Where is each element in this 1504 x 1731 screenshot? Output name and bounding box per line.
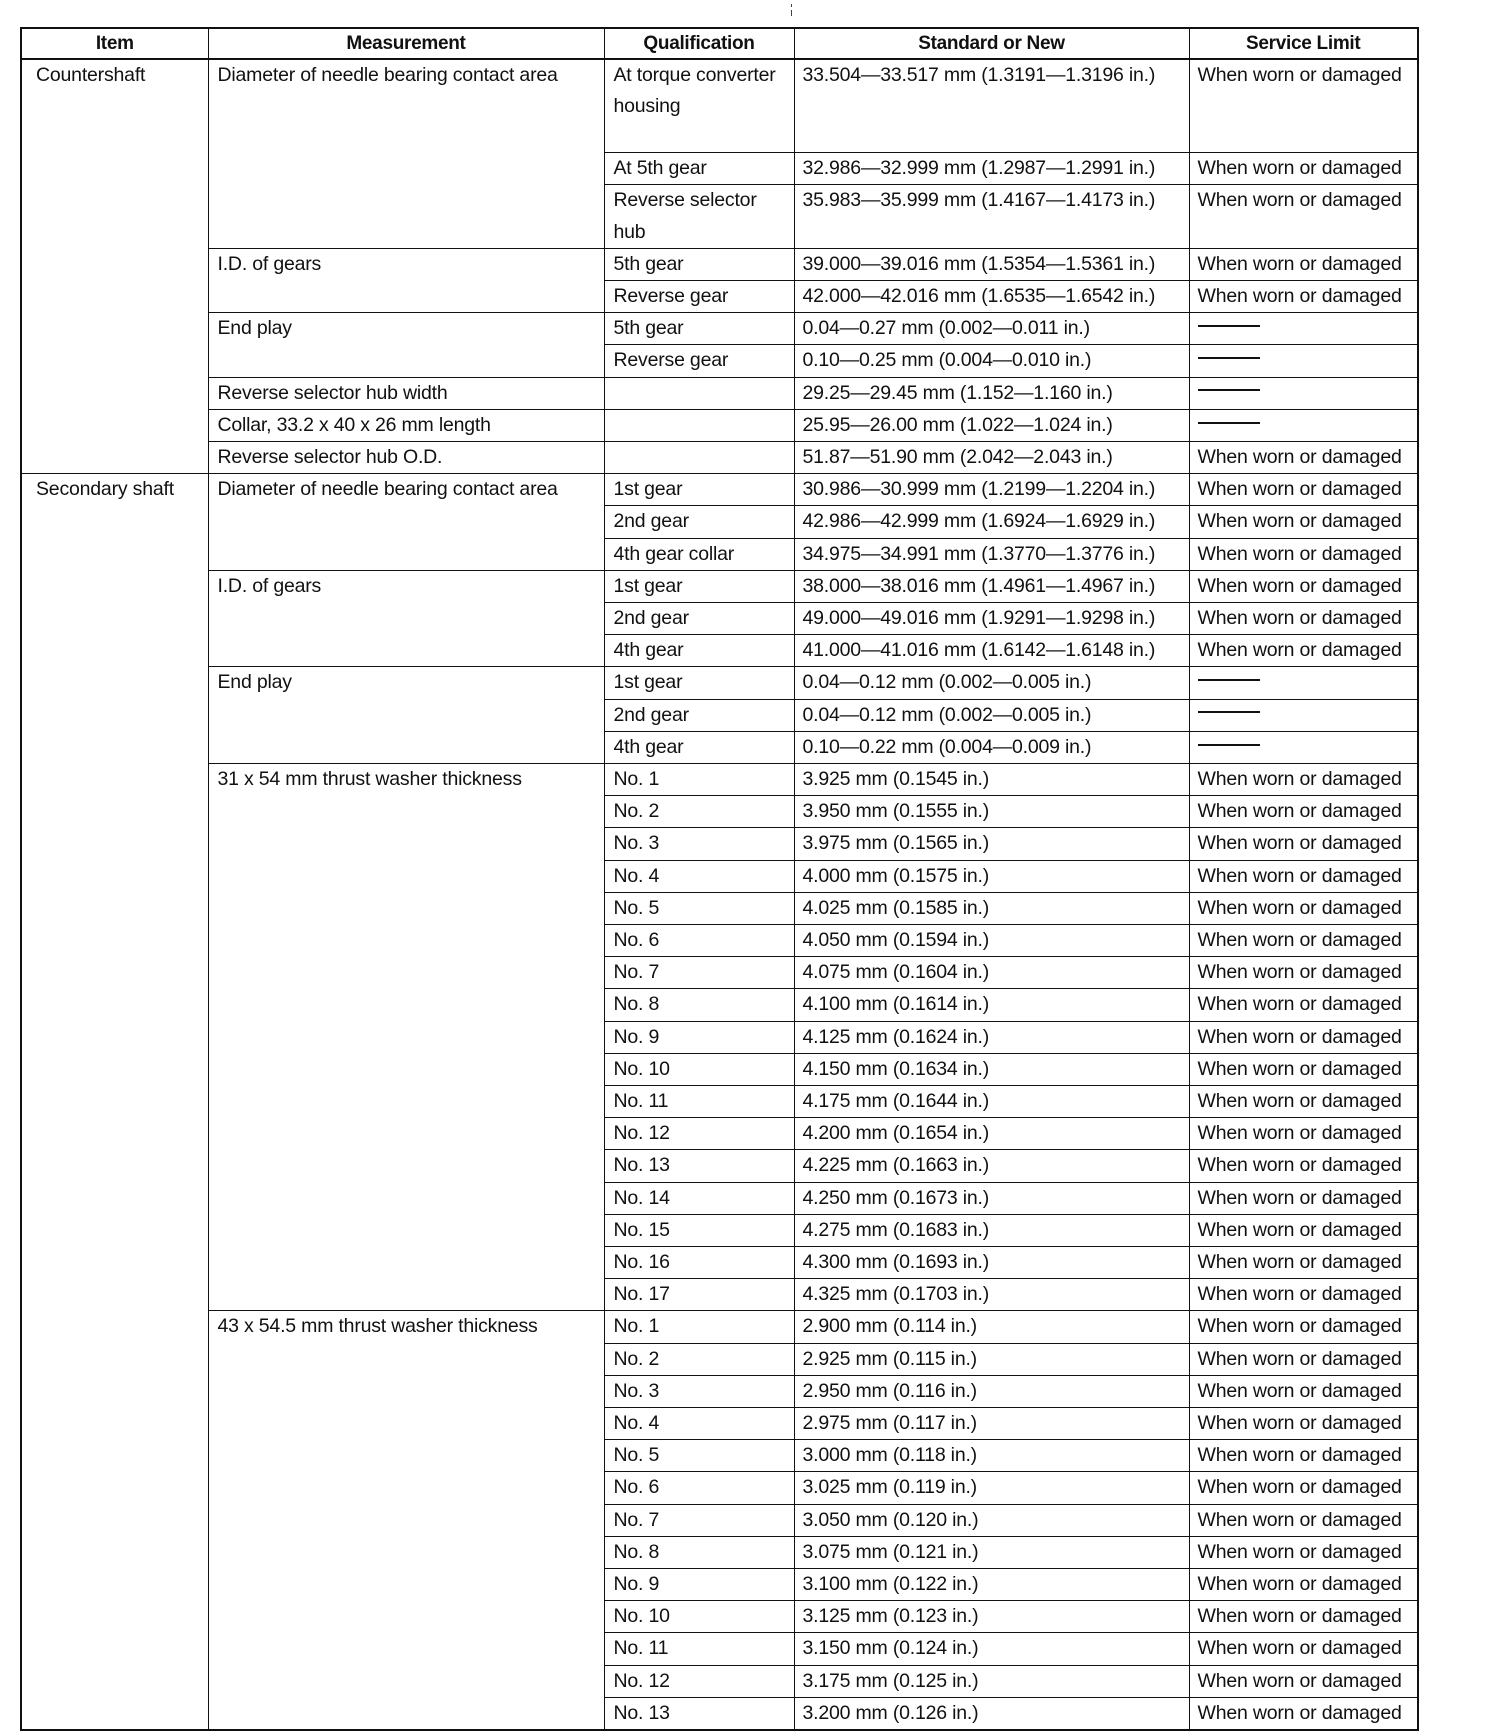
qualification-cell: No. 2 [604, 796, 794, 828]
measurement-cell: 31 x 54 mm thrust washer thickness [208, 763, 604, 1310]
service-limit-cell [1189, 409, 1418, 441]
table-row [21, 1311, 1418, 1343]
standard-value-cell: 3.175 mm (0.125 in.) [794, 1665, 1189, 1697]
service-limit-cell: When worn or damaged [1189, 1601, 1418, 1633]
standard-value-cell: 4.150 mm (0.1634 in.) [794, 1053, 1189, 1085]
standard-value-cell: 2.900 mm (0.114 in.) [794, 1311, 1189, 1343]
service-limit-cell: When worn or damaged [1189, 506, 1418, 538]
service-limit-cell: When worn or damaged [1189, 1536, 1418, 1568]
qualification-cell: No. 14 [604, 1182, 794, 1214]
not-applicable-dash [1198, 389, 1260, 391]
qualification-cell: Reverse gear [604, 345, 794, 377]
standard-value-cell: 2.925 mm (0.115 in.) [794, 1343, 1189, 1375]
standard-value-cell: 3.100 mm (0.122 in.) [794, 1569, 1189, 1601]
table-row [21, 763, 1418, 795]
qualification-cell: No. 6 [604, 1472, 794, 1504]
standard-value-cell: 51.87—51.90 mm (2.042—2.043 in.) [794, 441, 1189, 473]
service-limit-cell: When worn or damaged [1189, 1665, 1418, 1697]
service-limit-cell: When worn or damaged [1189, 1697, 1418, 1730]
service-limit-cell: When worn or damaged [1189, 185, 1418, 248]
standard-value-cell: 42.986—42.999 mm (1.6924—1.6929 in.) [794, 506, 1189, 538]
service-limit-cell: When worn or damaged [1189, 635, 1418, 667]
standard-value-cell: 2.950 mm (0.116 in.) [794, 1375, 1189, 1407]
service-limit-cell: When worn or damaged [1189, 1021, 1418, 1053]
scan-artifact-mark [791, 4, 793, 16]
standard-value-cell: 33.504—33.517 mm (1.3191—1.3196 in.) [794, 59, 1189, 153]
qualification-cell [604, 377, 794, 409]
service-limit-cell: When worn or damaged [1189, 570, 1418, 602]
qualification-cell: 4th gear [604, 635, 794, 667]
service-limit-cell: When worn or damaged [1189, 1343, 1418, 1375]
qualification-cell: No. 15 [604, 1214, 794, 1246]
service-limit-cell: When worn or damaged [1189, 538, 1418, 570]
measurement-cell: I.D. of gears [208, 570, 604, 667]
standard-value-cell: 4.075 mm (0.1604 in.) [794, 957, 1189, 989]
standard-value-cell: 0.04—0.12 mm (0.002—0.005 in.) [794, 667, 1189, 699]
service-limit-cell: When worn or damaged [1189, 602, 1418, 634]
qualification-cell: No. 1 [604, 1311, 794, 1343]
service-limit-cell [1189, 667, 1418, 699]
standard-value-cell: 0.10—0.25 mm (0.004—0.010 in.) [794, 345, 1189, 377]
standard-value-cell: 3.200 mm (0.126 in.) [794, 1697, 1189, 1730]
not-applicable-dash [1198, 679, 1260, 681]
qualification-cell: 5th gear [604, 313, 794, 345]
qualification-cell: 1st gear [604, 570, 794, 602]
standard-value-cell: 3.950 mm (0.1555 in.) [794, 796, 1189, 828]
qualification-cell: No. 10 [604, 1053, 794, 1085]
standard-value-cell: 42.000—42.016 mm (1.6535—1.6542 in.) [794, 280, 1189, 312]
service-limit-cell: When worn or damaged [1189, 59, 1418, 153]
standard-value-cell: 35.983—35.999 mm (1.4167—1.4173 in.) [794, 185, 1189, 248]
service-limit-cell: When worn or damaged [1189, 1085, 1418, 1117]
service-limit-cell: When worn or damaged [1189, 441, 1418, 473]
standard-value-cell: 3.075 mm (0.121 in.) [794, 1536, 1189, 1568]
qualification-cell: No. 10 [604, 1601, 794, 1633]
table-row [21, 441, 1418, 473]
qualification-cell: No. 12 [604, 1665, 794, 1697]
standard-value-cell: 4.025 mm (0.1585 in.) [794, 892, 1189, 924]
standard-value-cell: 4.000 mm (0.1575 in.) [794, 860, 1189, 892]
item-cell: Secondary shaft [21, 474, 208, 1730]
qualification-cell: No. 5 [604, 892, 794, 924]
service-limit-cell: When worn or damaged [1189, 153, 1418, 185]
table-row [21, 377, 1418, 409]
service-limit-cell: When worn or damaged [1189, 1247, 1418, 1279]
measurement-cell: 43 x 54.5 mm thrust washer thickness [208, 1311, 604, 1730]
header-standard: Standard or New [794, 28, 1189, 59]
standard-value-cell: 4.175 mm (0.1644 in.) [794, 1085, 1189, 1117]
service-limit-cell: When worn or damaged [1189, 1569, 1418, 1601]
standard-value-cell: 3.925 mm (0.1545 in.) [794, 763, 1189, 795]
qualification-cell: No. 4 [604, 1408, 794, 1440]
qualification-cell: 1st gear [604, 667, 794, 699]
service-limit-cell [1189, 313, 1418, 345]
item-cell: Countershaft [21, 59, 208, 474]
qualification-cell: No. 13 [604, 1150, 794, 1182]
standard-value-cell: 25.95—26.00 mm (1.022—1.024 in.) [794, 409, 1189, 441]
qualification-cell: No. 9 [604, 1569, 794, 1601]
standard-value-cell: 3.975 mm (0.1565 in.) [794, 828, 1189, 860]
qualification-cell [604, 409, 794, 441]
service-limit-cell: When worn or damaged [1189, 1150, 1418, 1182]
service-limit-cell: When worn or damaged [1189, 1053, 1418, 1085]
qualification-cell: 2nd gear [604, 506, 794, 538]
specifications-table [20, 27, 1419, 1731]
standard-value-cell: 0.04—0.27 mm (0.002—0.011 in.) [794, 313, 1189, 345]
qualification-cell: No. 8 [604, 989, 794, 1021]
qualification-cell: Reverse gear [604, 280, 794, 312]
qualification-cell: 4th gear [604, 731, 794, 763]
standard-value-cell: 38.000—38.016 mm (1.4961—1.4967 in.) [794, 570, 1189, 602]
table-row [21, 667, 1418, 699]
qualification-cell: At 5th gear [604, 153, 794, 185]
service-limit-cell [1189, 731, 1418, 763]
table-row [21, 59, 1418, 153]
service-limit-cell: When worn or damaged [1189, 248, 1418, 280]
service-limit-cell: When worn or damaged [1189, 474, 1418, 506]
standard-value-cell: 0.04—0.12 mm (0.002—0.005 in.) [794, 699, 1189, 731]
standard-value-cell: 4.275 mm (0.1683 in.) [794, 1214, 1189, 1246]
service-limit-cell: When worn or damaged [1189, 1279, 1418, 1311]
measurement-cell: Reverse selector hub width [208, 377, 604, 409]
measurement-cell: Diameter of needle bearing contact area [208, 59, 604, 248]
not-applicable-dash [1198, 357, 1260, 359]
service-limit-cell: When worn or damaged [1189, 989, 1418, 1021]
service-limit-cell: When worn or damaged [1189, 1182, 1418, 1214]
qualification-cell: No. 11 [604, 1085, 794, 1117]
not-applicable-dash [1198, 422, 1260, 424]
header-row [21, 28, 1418, 59]
standard-value-cell: 2.975 mm (0.117 in.) [794, 1408, 1189, 1440]
measurement-cell: Diameter of needle bearing contact area [208, 474, 604, 571]
qualification-cell: No. 11 [604, 1633, 794, 1665]
standard-value-cell: 34.975—34.991 mm (1.3770—1.3776 in.) [794, 538, 1189, 570]
standard-value-cell: 4.225 mm (0.1663 in.) [794, 1150, 1189, 1182]
qualification-cell: No. 7 [604, 957, 794, 989]
qualification-cell [604, 441, 794, 473]
qualification-cell: 2nd gear [604, 602, 794, 634]
qualification-cell: No. 3 [604, 1375, 794, 1407]
service-limit-cell: When worn or damaged [1189, 1440, 1418, 1472]
measurement-cell: Collar, 33.2 x 40 x 26 mm length [208, 409, 604, 441]
standard-value-cell: 4.300 mm (0.1693 in.) [794, 1247, 1189, 1279]
measurement-cell: I.D. of gears [208, 248, 604, 312]
table-row [21, 313, 1418, 345]
qualification-cell: 2nd gear [604, 699, 794, 731]
service-limit-cell: When worn or damaged [1189, 1311, 1418, 1343]
service-limit-cell: When worn or damaged [1189, 892, 1418, 924]
service-limit-cell: When worn or damaged [1189, 828, 1418, 860]
service-limit-cell: When worn or damaged [1189, 1118, 1418, 1150]
table-body [21, 59, 1418, 1730]
table-row [21, 570, 1418, 602]
measurement-cell: End play [208, 313, 604, 377]
table-row [21, 474, 1418, 506]
qualification-cell: No. 16 [604, 1247, 794, 1279]
qualification-cell: 1st gear [604, 474, 794, 506]
qualification-cell: No. 1 [604, 763, 794, 795]
qualification-cell: No. 13 [604, 1697, 794, 1730]
not-applicable-dash [1198, 744, 1260, 746]
table-row [21, 248, 1418, 280]
qualification-cell: No. 12 [604, 1118, 794, 1150]
header-qualification: Qualification [604, 28, 794, 59]
service-limit-cell: When worn or damaged [1189, 796, 1418, 828]
qualification-cell: No. 4 [604, 860, 794, 892]
qualification-cell: No. 17 [604, 1279, 794, 1311]
standard-value-cell: 4.100 mm (0.1614 in.) [794, 989, 1189, 1021]
standard-value-cell: 29.25—29.45 mm (1.152—1.160 in.) [794, 377, 1189, 409]
standard-value-cell: 4.250 mm (0.1673 in.) [794, 1182, 1189, 1214]
standard-value-cell: 0.10—0.22 mm (0.004—0.009 in.) [794, 731, 1189, 763]
service-limit-cell: When worn or damaged [1189, 1472, 1418, 1504]
table-row [21, 409, 1418, 441]
standard-value-cell: 41.000—41.016 mm (1.6142—1.6148 in.) [794, 635, 1189, 667]
standard-value-cell: 3.025 mm (0.119 in.) [794, 1472, 1189, 1504]
service-limit-cell: When worn or damaged [1189, 924, 1418, 956]
qualification-cell: No. 8 [604, 1536, 794, 1568]
standard-value-cell: 4.125 mm (0.1624 in.) [794, 1021, 1189, 1053]
standard-value-cell: 32.986—32.999 mm (1.2987—1.2991 in.) [794, 153, 1189, 185]
service-limit-cell: When worn or damaged [1189, 957, 1418, 989]
service-limit-cell: When worn or damaged [1189, 763, 1418, 795]
service-limit-cell [1189, 345, 1418, 377]
standard-value-cell: 3.000 mm (0.118 in.) [794, 1440, 1189, 1472]
qualification-cell: Reverse selector hub [604, 185, 794, 248]
standard-value-cell: 3.125 mm (0.123 in.) [794, 1601, 1189, 1633]
standard-value-cell: 3.150 mm (0.124 in.) [794, 1633, 1189, 1665]
qualification-cell: No. 9 [604, 1021, 794, 1053]
standard-value-cell: 39.000—39.016 mm (1.5354—1.5361 in.) [794, 248, 1189, 280]
service-limit-cell: When worn or damaged [1189, 860, 1418, 892]
not-applicable-dash [1198, 711, 1260, 713]
standard-value-cell: 49.000—49.016 mm (1.9291—1.9298 in.) [794, 602, 1189, 634]
standard-value-cell: 4.325 mm (0.1703 in.) [794, 1279, 1189, 1311]
measurement-cell: Reverse selector hub O.D. [208, 441, 604, 473]
service-limit-cell: When worn or damaged [1189, 1214, 1418, 1246]
measurement-cell: End play [208, 667, 604, 764]
service-limit-cell: When worn or damaged [1189, 1408, 1418, 1440]
qualification-cell: At torque converter housing [604, 59, 794, 153]
qualification-cell: 4th gear collar [604, 538, 794, 570]
qualification-cell: No. 7 [604, 1504, 794, 1536]
qualification-cell: No. 3 [604, 828, 794, 860]
standard-value-cell: 3.050 mm (0.120 in.) [794, 1504, 1189, 1536]
qualification-cell: No. 5 [604, 1440, 794, 1472]
service-limit-cell [1189, 377, 1418, 409]
service-limit-cell: When worn or damaged [1189, 1504, 1418, 1536]
not-applicable-dash [1198, 325, 1260, 327]
service-limit-cell: When worn or damaged [1189, 1375, 1418, 1407]
header-service-limit: Service Limit [1189, 28, 1418, 59]
standard-value-cell: 4.200 mm (0.1654 in.) [794, 1118, 1189, 1150]
service-limit-cell: When worn or damaged [1189, 280, 1418, 312]
qualification-cell: 5th gear [604, 248, 794, 280]
qualification-cell: No. 2 [604, 1343, 794, 1375]
service-limit-cell [1189, 699, 1418, 731]
standard-value-cell: 4.050 mm (0.1594 in.) [794, 924, 1189, 956]
header-item: Item [21, 28, 208, 59]
standard-value-cell: 30.986—30.999 mm (1.2199—1.2204 in.) [794, 474, 1189, 506]
header-measurement: Measurement [208, 28, 604, 59]
qualification-cell: No. 6 [604, 924, 794, 956]
service-limit-cell: When worn or damaged [1189, 1633, 1418, 1665]
